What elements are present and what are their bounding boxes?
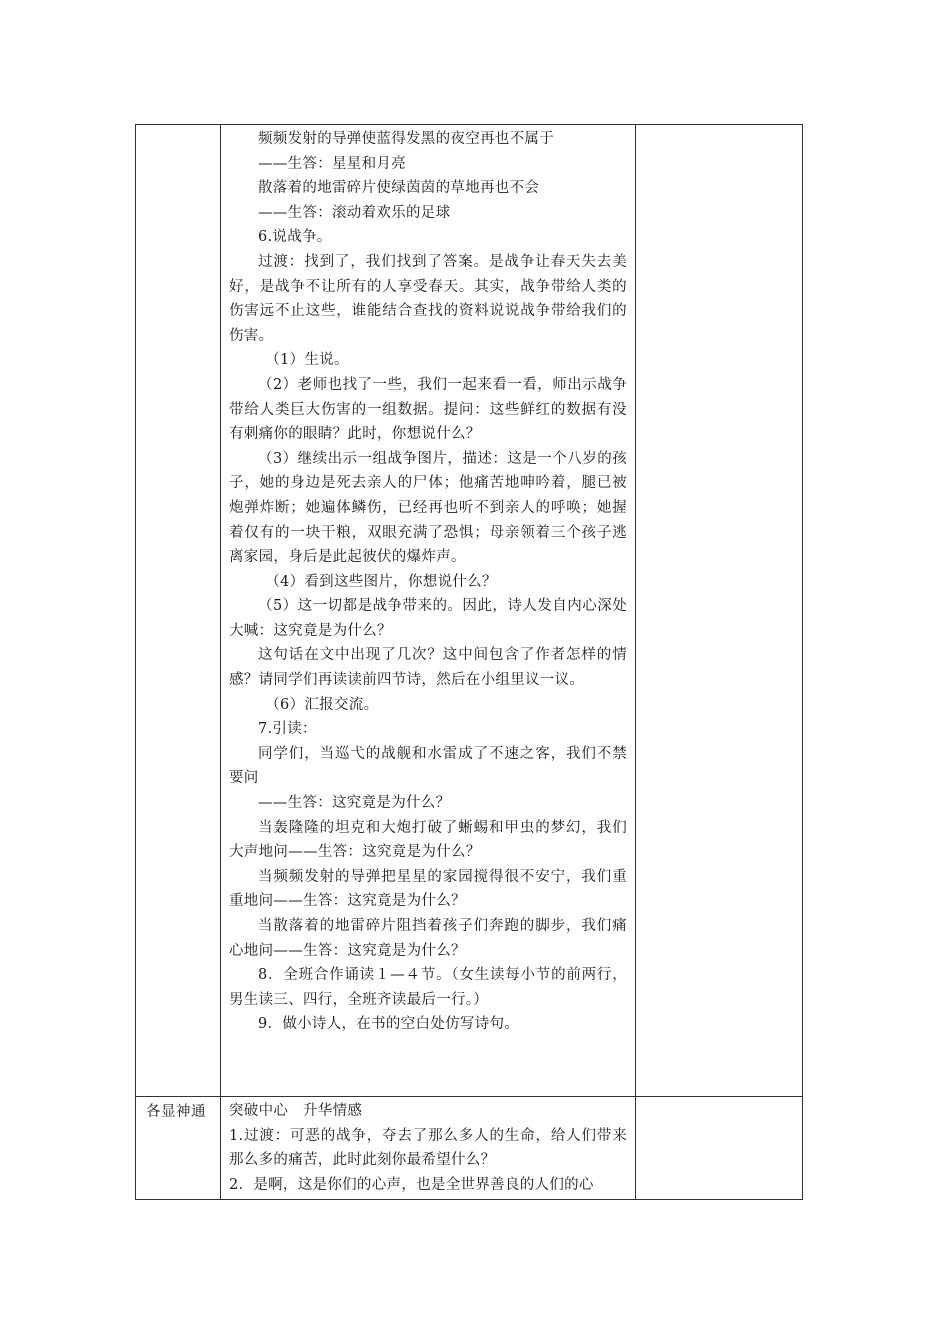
- stage-label-cell: [136, 125, 221, 1097]
- paragraph: （1）生说。: [265, 352, 349, 369]
- table-row: [136, 1097, 803, 1200]
- lesson-plan-table: [135, 124, 803, 1200]
- content-text: [221, 125, 635, 1037]
- paragraph: 当频频发射的导弹把星星的家园搅得很不安宁，我们重重地问——生答：这究竟是为什么？: [229, 868, 627, 910]
- paragraph: 当轰隆隆的坦克和大炮打破了蜥蜴和甲虫的梦幻，我们大声地问——生答：这究竟是为什么？: [229, 819, 627, 861]
- paragraph: （6）汇报交流。: [265, 696, 379, 713]
- stage-label: 各显神通: [146, 1104, 206, 1120]
- paragraph: 6.说战争。: [258, 229, 332, 246]
- paragraph: ——生答：这究竟是为什么？: [258, 795, 451, 812]
- paragraph: 同学们，当巡弋的战舰和水雷成了不速之客，我们不禁要问: [229, 745, 627, 787]
- paragraph: 当散落着的地雷碎片阻挡着孩子们奔跑的脚步，我们痛心地问——生答：这究竟是为什么？: [229, 918, 627, 959]
- paragraph: 9．做小诗人，在书的空白处仿写诗句。: [258, 1016, 520, 1033]
- paragraph: 散落着的地雷碎片使绿茵茵的草地再也不会: [258, 180, 540, 197]
- paragraph: （2）老师也找了一些，我们一起来看一看，师出示战争带给人类巨大伤害的一组数据。提问：这些鲜红的数据有没有刺痛你的眼睛？此时，你想说什么？: [229, 376, 627, 443]
- section-heading: 突破中心 升华情感: [229, 1103, 363, 1119]
- paragraph: 2．是啊，这是你们的心声，也是全世界善良的人们的心: [229, 1176, 594, 1193]
- stage-label: [136, 125, 220, 128]
- paragraph: ——生答：滚动着欢乐的足球: [258, 204, 451, 221]
- content-cell: [221, 125, 636, 1097]
- notes-cell: [636, 125, 803, 1097]
- table-row: [136, 125, 803, 1097]
- paragraph: 1.过渡：可恶的战争，夺去了那么多人的生命，给人们带来那么多的痛苦，此时此刻你最希望什么？: [229, 1127, 627, 1169]
- content-cell: [221, 1097, 636, 1200]
- paragraph: 7.引读：: [258, 721, 317, 738]
- paragraph: 这句话在文中出现了几次？这中间包含了作者怎样的情感？请同学们再读读前四节诗，然后在小组里议一议。: [229, 647, 627, 689]
- paragraph: （3）继续出示一组战争图片，描述：这是一个八岁的孩子，她的身边是死去亲人的尸体；他痛苦地呻吟着，腿已被炮弹炸断；她遍体鳞伤，已经再也听不到亲人的呼唤；她握着仅有的一块干粮，双眼充满了恐惧；母亲领着三个孩子逃离家园，身后是此起彼伏的爆炸声。: [229, 450, 627, 566]
- paragraph: 频频发射的导弹使蓝得发黑的夜空再也不属于: [258, 131, 554, 147]
- paragraph: （4）看到这些图片，你想说什么？: [265, 573, 497, 590]
- notes-cell: [636, 1097, 803, 1200]
- paragraph: 过渡：找到了，我们找到了答案。是战争让春天失去美好，是战争不让所有的人享受春天。其实，战争带给人类的伤害远不止这些，谁能结合查找的资料说说战争带给我们的伤害。: [229, 253, 627, 344]
- paragraph: （5）这一切都是战争带来的。因此，诗人发自内心深处大喊：这究竟是为什么？: [229, 598, 627, 639]
- paragraph: 8．全班合作诵读１—４节。（女生读每小节的前两行，男生读三、四行，全班齐读最后一行。）: [229, 967, 627, 1008]
- paragraph: ——生答：星星和月亮: [258, 155, 406, 172]
- stage-label-cell: [136, 1097, 221, 1200]
- content-text: [221, 1097, 635, 1197]
